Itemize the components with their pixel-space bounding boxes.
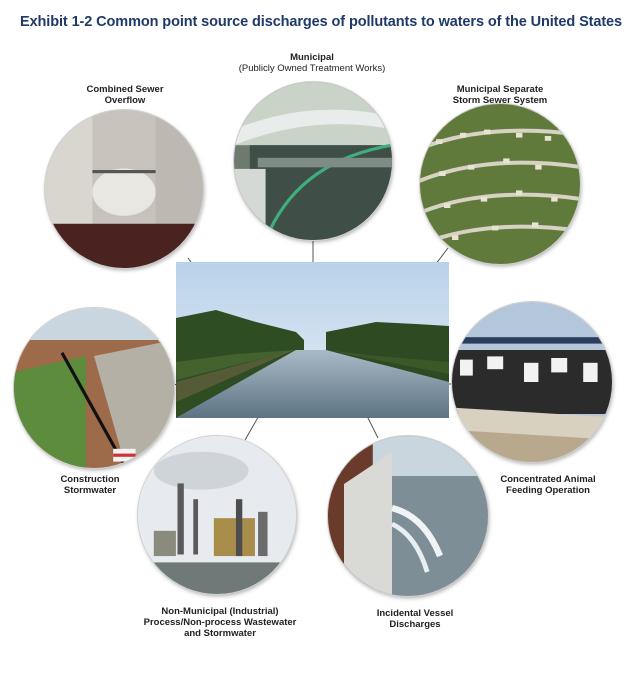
combined-sewer-label: Combined Sewer Overflow (86, 84, 164, 106)
industrial-photo (138, 436, 296, 594)
river-photo (176, 262, 449, 418)
cafo-photo (452, 302, 612, 462)
exhibit-title: Exhibit 1-2 Common point source discharges of pollutants to waters of the United States (20, 14, 622, 30)
construction-photo (14, 308, 174, 468)
municipal-photo (234, 82, 392, 240)
construction-label: Construction Stormwater (60, 474, 120, 496)
cafo-label: Concentrated Animal Feeding Operation (500, 474, 596, 496)
industrial-label: Non-Municipal (Industrial) Process/Non-process Wastewater and Stormwater (143, 606, 297, 639)
municipal-label: Municipal (Publicly Owned Treatment Works) (238, 52, 386, 74)
vessel-label: Incidental Vessel Discharges (376, 608, 454, 630)
ms4-photo (420, 104, 580, 264)
combined-sewer-photo (45, 110, 203, 268)
vessel-photo (328, 436, 488, 596)
ms4-label: Municipal Separate Storm Sewer System (452, 84, 548, 106)
